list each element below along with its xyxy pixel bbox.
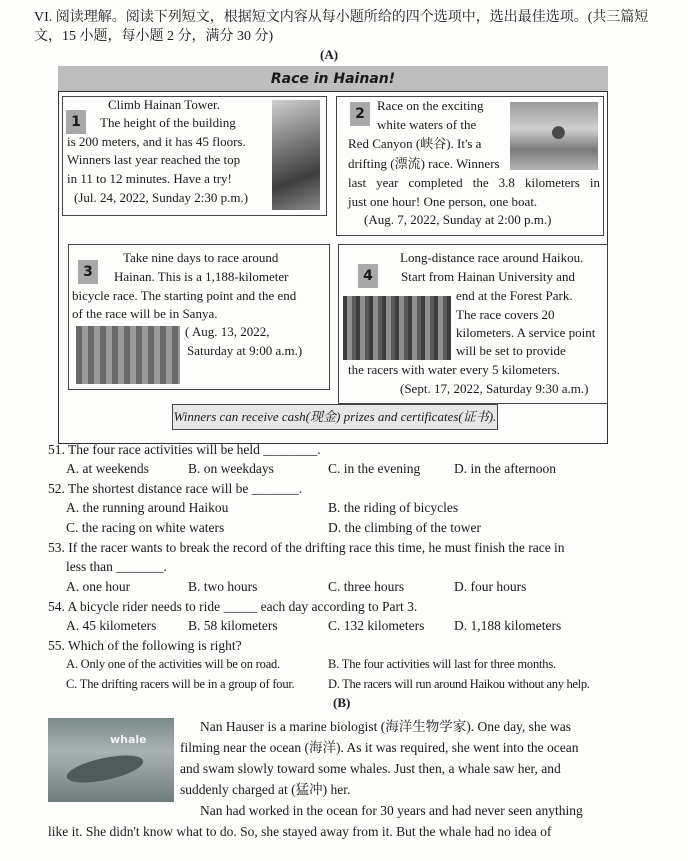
race-2-line-5: last year completed the 3.8 kilometers in — [348, 175, 600, 190]
race-3-line-5: ( Aug. 13, 2022, — [185, 324, 270, 339]
part-b-label: (B) — [333, 695, 351, 710]
poster-title: Race in Hainan! — [58, 66, 608, 92]
race-1-line-4: Winners last year reached the top — [67, 152, 241, 167]
q55-option-a: A. Only one of the activities will be on road. — [66, 657, 281, 671]
race-1-line-1: Climb Hainan Tower. — [108, 97, 220, 112]
q53-option-a: A. one hour — [66, 579, 131, 594]
question-51-stem: 51. The four race activities will be held ________. — [48, 442, 321, 457]
passage-b-p2-line-2: like it. She didn't know what to do. So, she stayed away from it. But the whale had no idea of — [48, 824, 552, 839]
q53-option-b: B. two hours — [188, 579, 258, 594]
race-3-line-2: Hainan. This is a 1,188-kilometer — [114, 269, 289, 284]
q54-option-d: D. 1,188 kilometers — [454, 618, 562, 633]
q52-option-a: A. the running around Haikou — [66, 500, 229, 515]
passage-b-p2-line-1: Nan had worked in the ocean for 30 years and had never seen anything — [200, 803, 583, 818]
race-number-1: 1 — [66, 110, 86, 134]
race-4-line-5: kilometers. A service point — [456, 325, 596, 340]
whale-photo — [48, 718, 174, 802]
race-4-line-1: Long-distance race around Haikou. — [400, 250, 584, 265]
q53-option-d: D. four hours — [454, 579, 527, 594]
race-2-line-1: Race on the exciting — [377, 98, 484, 113]
race-4-line-3: end at the Forest Park. — [456, 288, 573, 303]
race-3-line-6: Saturday at 9:00 a.m.) — [187, 343, 303, 358]
race-4-line-7: the racers with water every 5 kilometers. — [348, 362, 560, 377]
q54-option-a: A. 45 kilometers — [66, 618, 157, 633]
whale-shape — [65, 750, 146, 788]
question-52-stem: 52. The shortest distance race will be _______. — [48, 481, 303, 496]
q52-option-b: B. the riding of bicycles — [328, 500, 459, 515]
race-4-line-8: (Sept. 17, 2022, Saturday 9:30 a.m.) — [400, 381, 589, 396]
race-2-line-6: just one hour! One person, one boat. — [348, 194, 538, 209]
race-3-line-1: Take nine days to race around — [123, 250, 279, 265]
race-number-4: 4 — [358, 264, 378, 288]
q51-option-c: C. in the evening — [328, 461, 421, 476]
race-number-3: 3 — [78, 260, 98, 284]
part-a-label: (A) — [320, 47, 339, 62]
race-number-2: 2 — [350, 102, 370, 126]
question-54-stem: 54. A bicycle rider needs to ride _____ each day according to Part 3. — [48, 599, 418, 614]
q55-option-c: C. The drifting racers will be in a group of four. — [66, 677, 295, 691]
q51-option-d: D. in the afternoon — [454, 461, 556, 476]
race-4-line-2: Start from Hainan University and — [401, 269, 576, 284]
q54-option-c: C. 132 kilometers — [328, 618, 425, 633]
bicycle-photo — [76, 326, 180, 384]
race-1-line-5: in 11 to 12 minutes. Have a try! — [67, 171, 232, 186]
question-53-stem: 53. If the racer wants to break the record of the drifting race this time, he must finish the race in — [48, 540, 565, 555]
q51-option-a: A. at weekends — [66, 461, 149, 476]
race-2-line-7: (Aug. 7, 2022, Sunday at 2:00 p.m.) — [364, 212, 552, 227]
question-55-stem: 55. Which of the following is right? — [48, 638, 242, 653]
running-photo — [343, 296, 451, 360]
q55-option-b: B. The four activities will last for three months. — [328, 657, 556, 671]
passage-b-p1-line-3: and swam slowly toward some whales. Just then, a whale saw her, and — [180, 761, 561, 776]
q52-option-d: D. the climbing of the tower — [328, 520, 481, 535]
whale-photo-label: whale — [110, 733, 147, 746]
passage-b-p1-line-4: suddenly charged at (猛冲) her. — [180, 782, 351, 797]
race-1-line-2: The height of the building — [100, 115, 236, 130]
race-2-line-3: Red Canyon (峡谷). It's a — [348, 136, 482, 151]
tower-photo — [272, 100, 320, 210]
race-4-line-6: will be set to provide — [456, 343, 566, 358]
passage-b-p1-line-2: filming near the ocean (海洋). As it was required, she went into the ocean — [180, 740, 579, 755]
race-4-line-4: The race covers 20 — [456, 307, 555, 322]
question-53-stem-cont: less than _______. — [66, 559, 167, 574]
drifting-photo — [510, 102, 598, 170]
q53-option-c: C. three hours — [328, 579, 405, 594]
section-instruction: VI. 阅读理解。阅读下列短文，根据短文内容从每小题所给的四个选项中，选出最佳选项。(共三篇短文，15 小题，每小题 2 分，满分 30 分) — [34, 10, 649, 44]
race-2-line-2: white waters of the — [377, 117, 477, 132]
race-3-line-4: of the race will be in Sanya. — [72, 306, 218, 321]
race-2-line-4: drifting (漂流) race. Winners — [348, 156, 500, 171]
prize-banner: Winners can receive cash(现金) prizes and certificates(证书). — [172, 404, 498, 430]
passage-b-p1-line-1: Nan Hauser is a marine biologist (海洋生物学家). One day, she was — [200, 719, 572, 734]
race-1-line-3: is 200 meters, and it has 45 floors. — [67, 134, 246, 149]
q55-option-d: D. The racers will run around Haikou without any help. — [328, 677, 590, 691]
q52-option-c: C. the racing on white waters — [66, 520, 225, 535]
q51-option-b: B. on weekdays — [188, 461, 274, 476]
race-1-line-6: (Jul. 24, 2022, Sunday 2:30 p.m.) — [74, 190, 249, 205]
race-3-line-3: bicycle race. The starting point and the end — [72, 288, 297, 303]
q54-option-b: B. 58 kilometers — [188, 618, 278, 633]
